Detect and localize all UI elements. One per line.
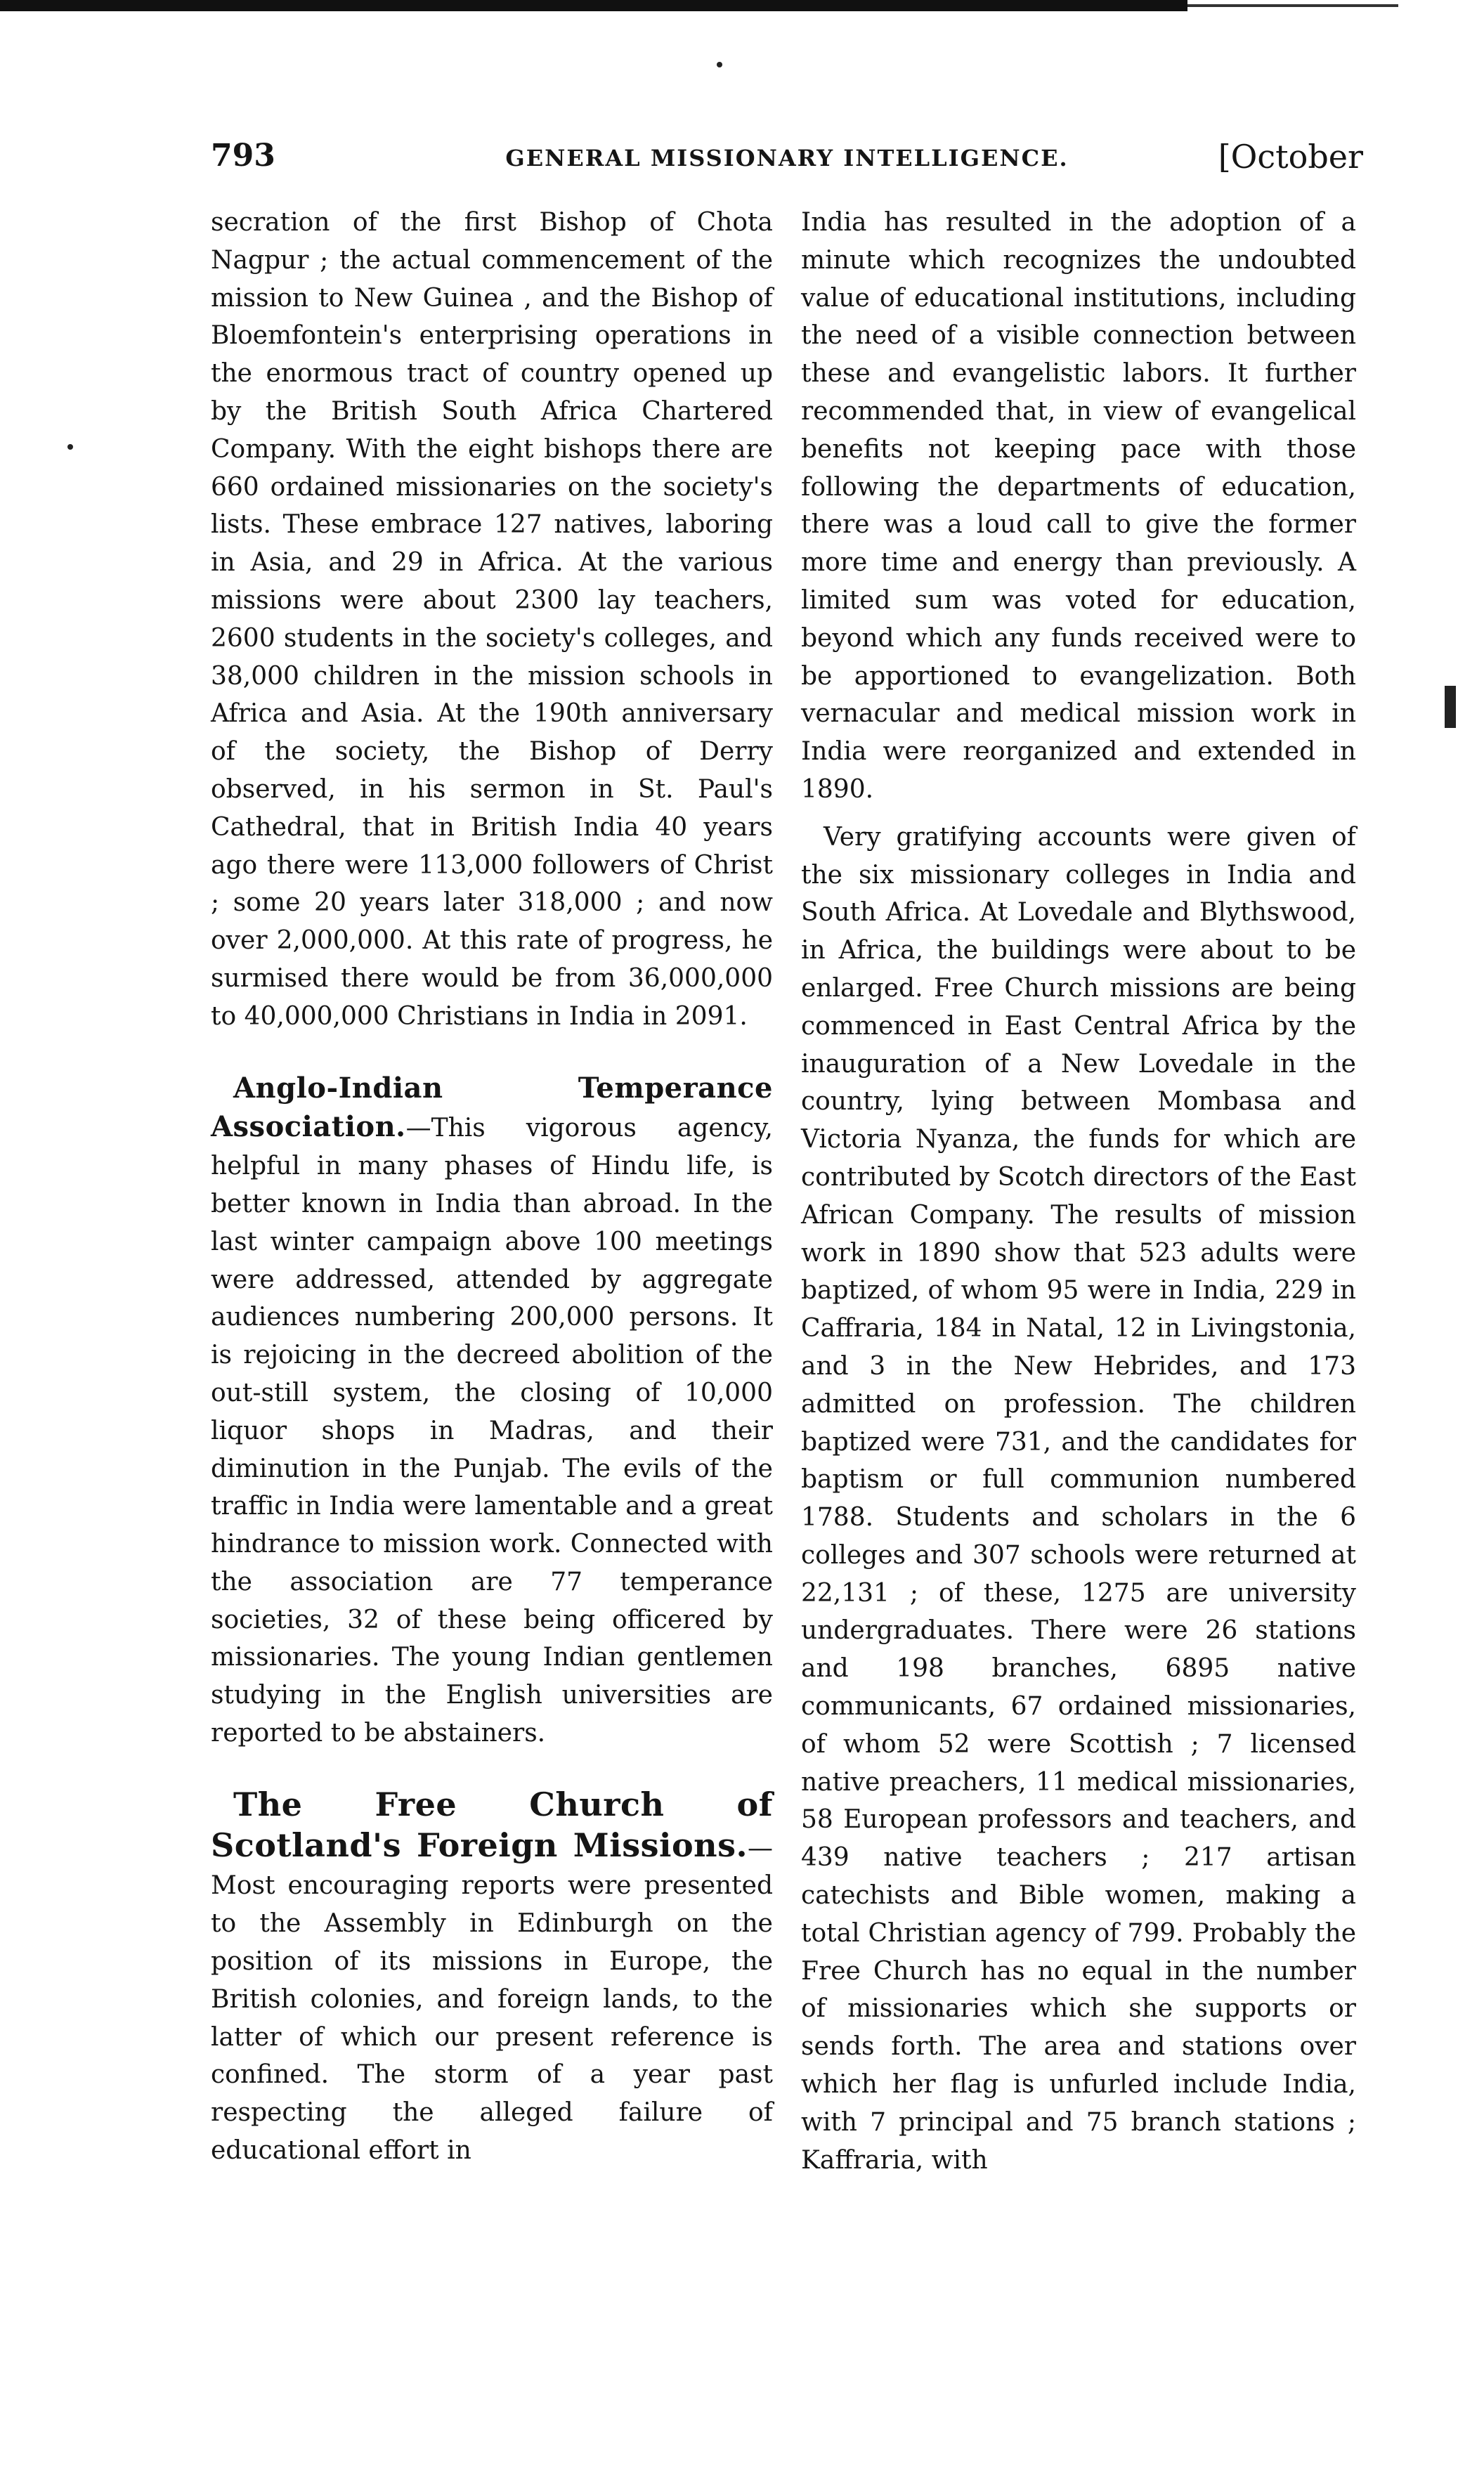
section-heading-free-church: The Free Church of Scotland's Foreign Missions. [211, 1785, 773, 1864]
paragraph-education-minute: India has resulted in the adoption of a minute which recognizes the undoubted value of educational institutions, including the need of a visible connection between these and evangelistic labors. It further recommended that, in view of evangelical benefits not keeping pace with those following the departments of education, there was a loud call to give the former more time and energy than previously. A limited sum was voted for education, beyond which any funds received were to be apportioned to evangelization. Both vernacular and medical mission work in India were reorganized and extended in 1890. [801, 208, 1356, 804]
running-head: GENERAL MISSIONARY INTELLIGENCE. [505, 145, 1069, 171]
top-border-rule-tail [1187, 4, 1398, 7]
paragraph-free-church: —Most encouraging reports were presented to the Assembly in Edinburgh on the position of its missions in Europe, the British colonies, and foreign lands, to the latter of which our present reference is confined. The storm of a year past respecting the alleged failure of educational effort in [211, 1833, 773, 2166]
section-temperance [211, 1069, 773, 1752]
print-speck [67, 444, 73, 450]
left-column [211, 204, 773, 2170]
section-heading-temperance: Anglo-Indian Temperance Association. [211, 1071, 773, 1144]
page-edge-mark [1445, 686, 1456, 728]
paragraph-society-statistics: secration of the first Bishop of Chota Nagpur ; the actual commencement of the mission to New Guinea , and the Bishop of Bloemfontein's enterprising operations in the enormous tract of country opened up by the British South Africa Chartered Company. With the eight bishops there are 660 ordained missionaries on the society's lists. These embrace 127 natives, laboring in Asia, and 29 in Africa. At the various missions were about 2300 lay teachers, 2600 students in the society's colleges, and 38,000 children in the mission schools in Africa and Asia. At the 190th anniversary of the society, the Bishop of Derry observed, in his sermon in St. Paul's Cathedral, that in British India 40 years ago there were 113,000 followers of Christ ; some 20 years later 318,000 ; and now over 2,000,000. At this rate of progress, he surmised there would be from 36,000,000 to 40,000,000 Christians in India in 2091. [211, 208, 773, 1031]
page-header [211, 138, 1363, 187]
top-border-rule [0, 0, 1187, 11]
print-speck [717, 62, 722, 67]
page-number: 793 [211, 138, 275, 174]
issue-month: [October [1218, 138, 1363, 176]
paragraph-temperance: —This vigorous agency, helpful in many phases of Hindu life, is better known in India than abroad. In the last winter campaign above 100 meetings were addressed, attended by aggregate audiences numbering 200,000 persons. It is rejoicing in the decreed abolition of the out-still system, the closing of 10,000 liquor shops in Madras, and their diminution in the Punjab. The evils of the traffic in India were lamentable and a great hindrance to mission work. Connected with the association are 77 temperance societies, 32 of these being officered by missionaries. The young Indian gentlemen studying in the English universities are reported to be abstainers. [211, 1114, 773, 1748]
paragraph-missionary-colleges: Very gratifying accounts were given of the six missionary colleges in India and South Africa. At Lovedale and Blythswood, in Africa, the buildings were about to be enlarged. Free Church missions are being commenced in East Central Africa by the inauguration of a New Lovedale in the country, lying between Mombasa and Victoria Nyanza, the funds for which are contributed by Scotch directors of the East African Company. The results of mission work in 1890 show that 523 adults were baptized, of whom 95 were in India, 229 in Caffraria, 184 in Natal, 12 in Livingstonia, and 3 in the New Hebrides, and 173 admitted on profession. The children baptized were 731, and the candidates for baptism or full communion numbered 1788. Students and scholars in the 6 colleges and 307 schools were returned at 22,131 ; of these, 1275 are university undergraduates. There were 26 stations and 198 branches, 6895 native communicants, 67 ordained missionaries, of whom 52 were Scottish ; 7 licensed native preachers, 11 medical missionaries, 58 European professors and teachers, and 439 native teachers ; 217 artisan catechists and Bible women, making a total Christian agency of 799. Probably the Free Church has no equal in the number of missionaries which she supports or sends forth. The area and stations over which her flag is unfurled include India, with 7 principal and 75 branch stations ; Kaffraria, with [801, 822, 1356, 2175]
section-free-church [211, 1786, 773, 2170]
right-column [801, 204, 1356, 2179]
